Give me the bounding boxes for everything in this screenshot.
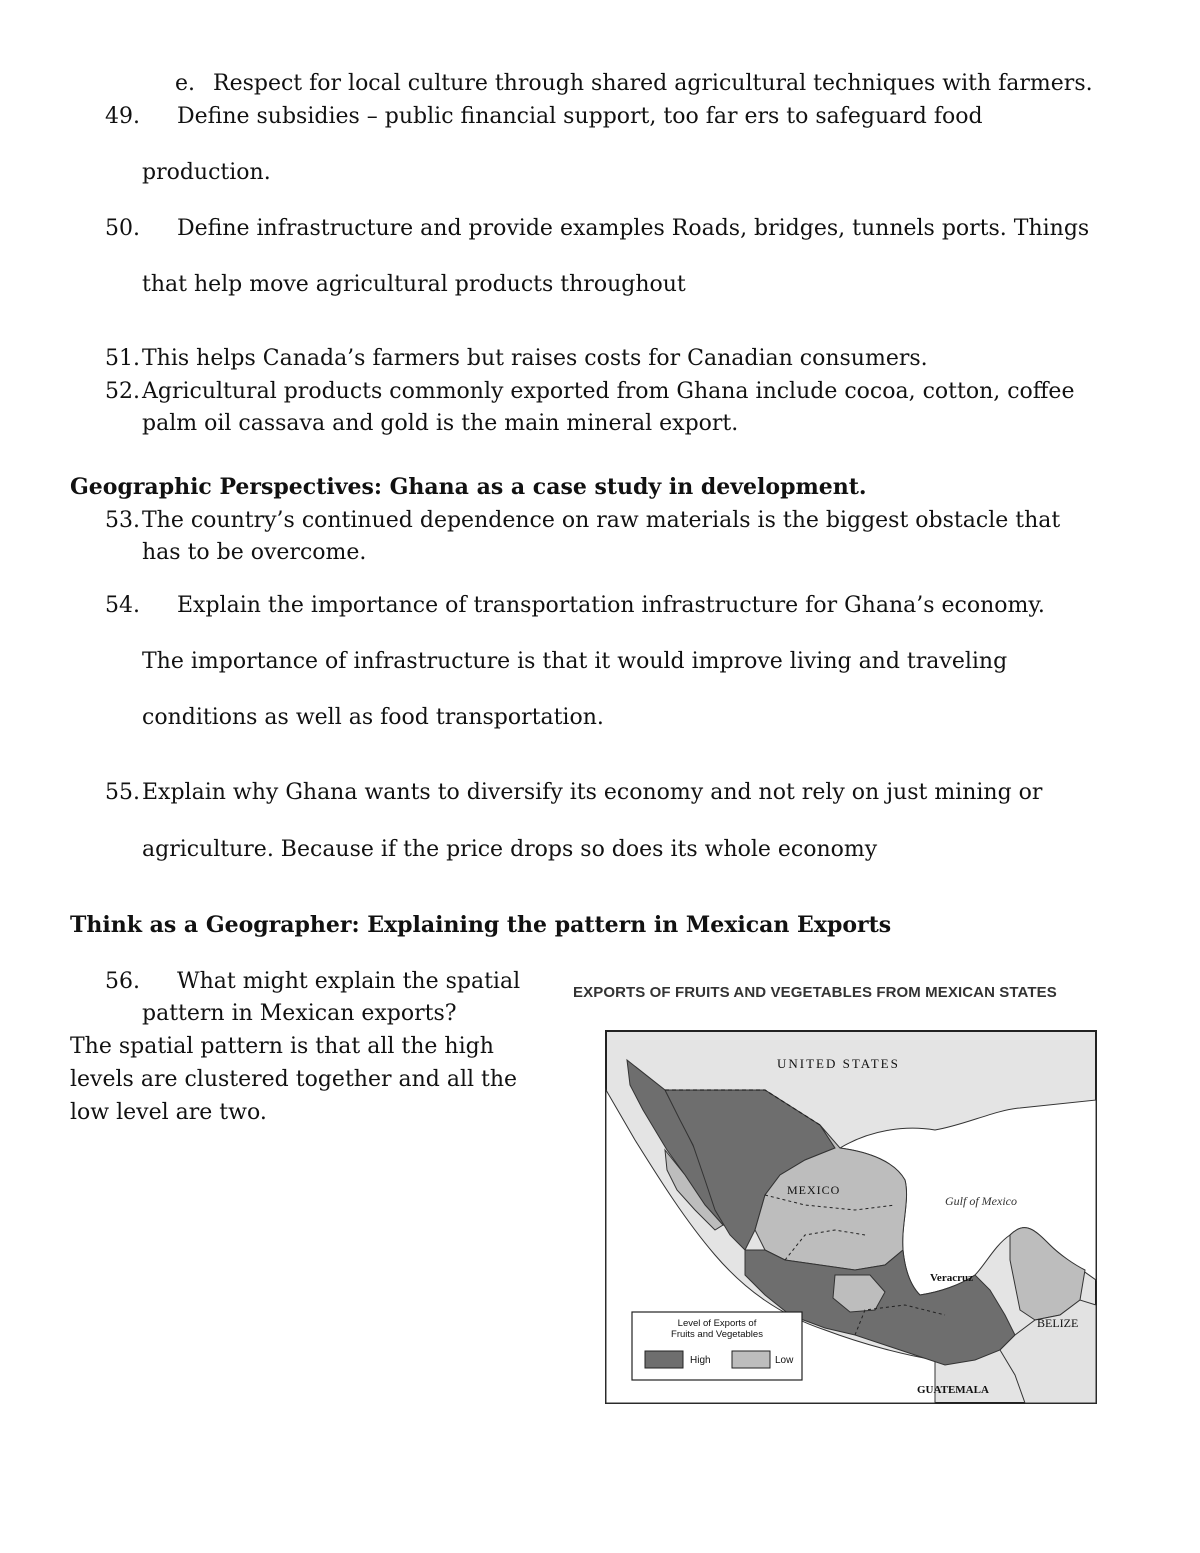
- item-e-text: Respect for local culture through shared agricultural techniques with farmers.: [213, 71, 1093, 96]
- q51-number: 51.: [105, 346, 140, 371]
- q49-line2: production.: [142, 160, 271, 185]
- q52-line2: palm oil cassava and gold is the main mineral export.: [142, 411, 739, 436]
- q54-number: 54.: [105, 593, 140, 618]
- legend-title-line2: Fruits and Vegetables: [671, 1329, 763, 1340]
- q50-line1: Define infrastructure and provide examples Roads, bridges, tunnels ports. Things: [177, 216, 1090, 241]
- q53-line2: has to be overcome.: [142, 540, 367, 565]
- q54-line1: Explain the importance of transportation infrastructure for Ghana’s economy.: [177, 593, 1045, 618]
- answer56-line3: low level are two.: [70, 1100, 267, 1125]
- legend-title-line1: Level of Exports of: [677, 1318, 757, 1329]
- q55-line1: Explain why Ghana wants to diversify its economy and not rely on just mining or: [142, 780, 1043, 805]
- answer56-line1: The spatial pattern is that all the high: [70, 1034, 494, 1059]
- legend-swatch-high: [645, 1351, 683, 1368]
- legend-label-low: Low: [775, 1355, 794, 1366]
- q50-number: 50.: [105, 216, 140, 241]
- q52-number: 52.: [105, 379, 140, 404]
- map-svg: [605, 1030, 1097, 1404]
- map-title: EXPORTS OF FRUITS AND VEGETABLES FROM MEXICAN STATES: [573, 984, 1057, 1001]
- q49-line1: Define subsidies – public financial support, too far ers to safeguard food: [177, 104, 983, 129]
- q54-line3: conditions as well as food transportation.: [142, 705, 604, 730]
- label-united-states: UNITED STATES: [777, 1056, 900, 1071]
- label-belize: BELIZE: [1037, 1316, 1079, 1330]
- q56-line1: What might explain the spatial: [177, 969, 521, 994]
- label-gulf-of-mexico: Gulf of Mexico: [945, 1194, 1017, 1208]
- q51-text: This helps Canada’s farmers but raises costs for Canadian consumers.: [142, 346, 928, 371]
- legend-label-high: High: [690, 1355, 711, 1366]
- q53-line1: The country’s continued dependence on raw materials is the biggest obstacle that: [142, 508, 1061, 533]
- q55-line2: agriculture. Because if the price drops so does its whole economy: [142, 837, 878, 862]
- section-heading-mexico: Think as a Geographer: Explaining the pattern in Mexican Exports: [70, 912, 892, 938]
- q54-line2: The importance of infrastructure is that it would improve living and traveling: [142, 649, 1008, 674]
- q56-number: 56.: [105, 969, 140, 994]
- label-veracruz: Veracruz: [930, 1272, 973, 1284]
- answer56-line2: levels are clustered together and all the: [70, 1067, 518, 1092]
- label-mexico: MEXICO: [787, 1183, 841, 1197]
- label-guatemala: GUATEMALA: [917, 1384, 989, 1396]
- item-e-label: e.: [175, 71, 196, 96]
- q49-number: 49.: [105, 104, 140, 129]
- q50-line2: that help move agricultural products throughout: [142, 272, 686, 297]
- legend-swatch-low: [732, 1351, 770, 1368]
- q53-number: 53.: [105, 508, 140, 533]
- section-heading-ghana: Geographic Perspectives: Ghana as a case study in development.: [70, 474, 867, 500]
- q56-line2: pattern in Mexican exports?: [142, 1001, 457, 1026]
- q52-line1: Agricultural products commonly exported from Ghana include cocoa, cotton, coffee: [142, 379, 1075, 404]
- q55-number: 55.: [105, 780, 140, 805]
- mexico-exports-map: [605, 1030, 1097, 1404]
